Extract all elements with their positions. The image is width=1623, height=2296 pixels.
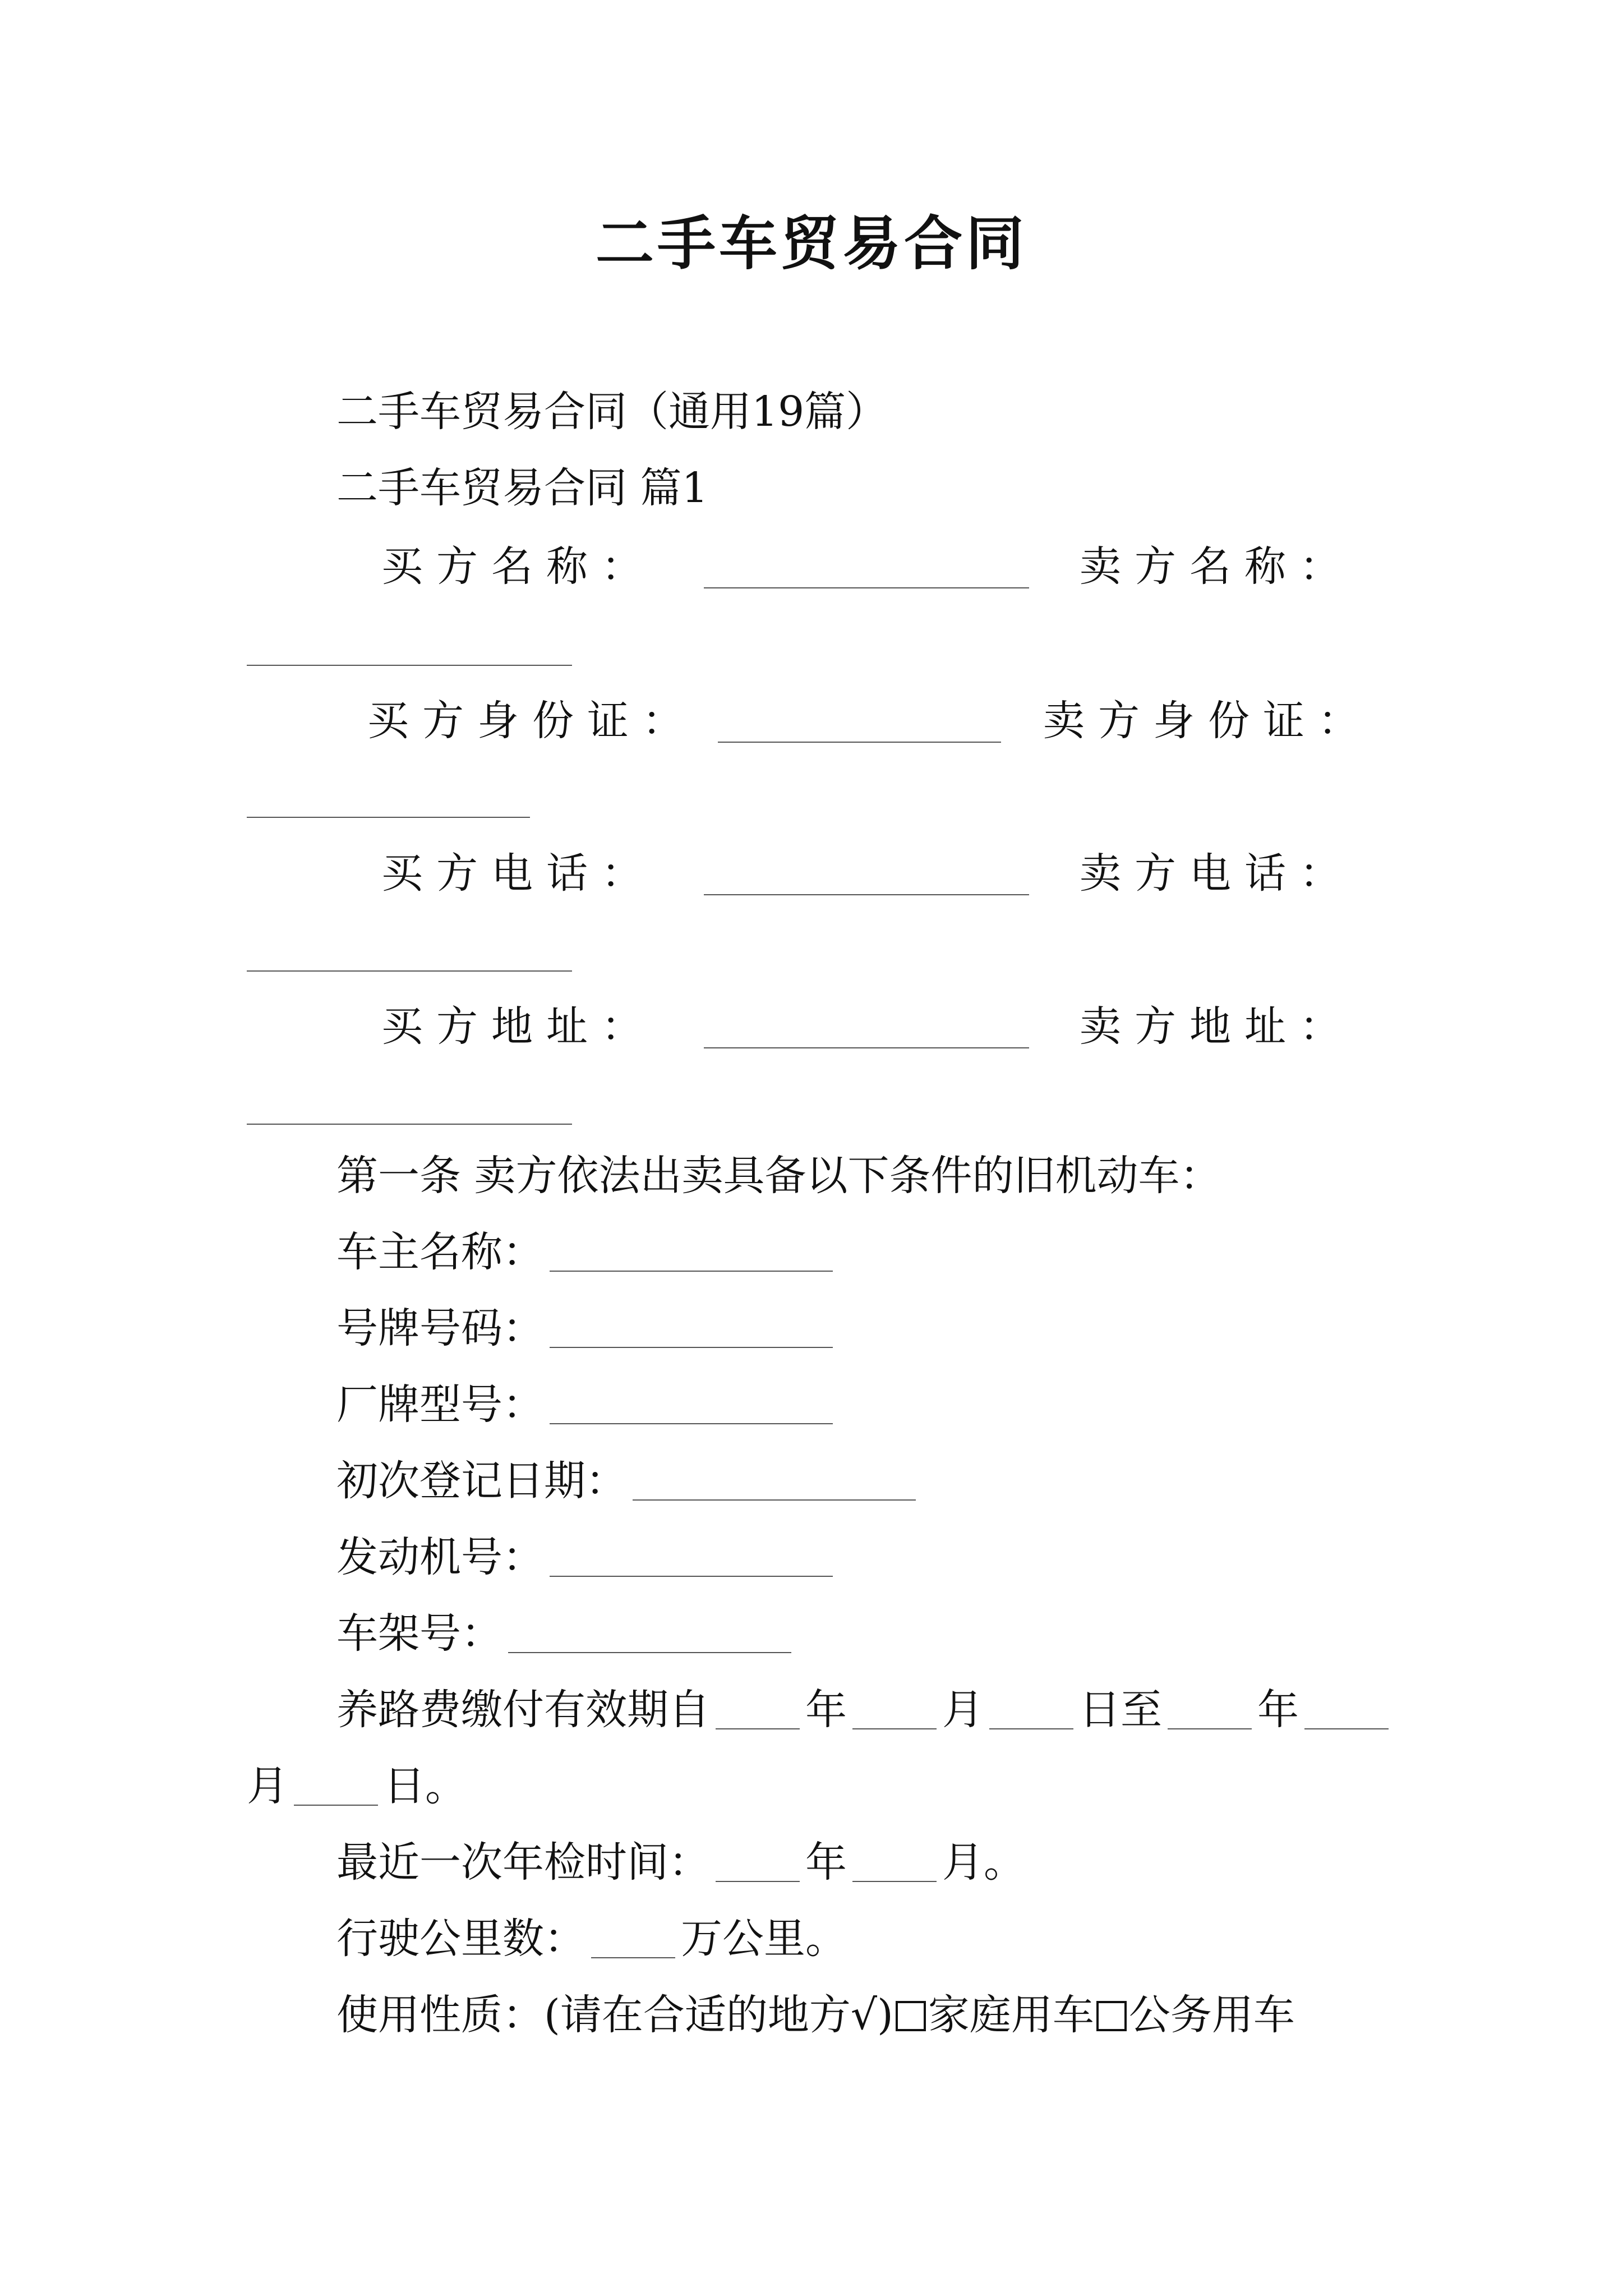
buyer-phone-blank [704, 894, 1029, 895]
section-heading: 二手车贸易合同 篇1 [336, 464, 708, 512]
to-day-blank [294, 1805, 378, 1806]
inspection-line: 最近一次年检时间： 年 月。 [336, 1838, 1025, 1887]
article-1: 第一条 卖方依法出卖具备以下条件的旧机动车： [336, 1152, 1221, 1200]
buyer-id-blank [718, 742, 1001, 743]
page-title: 二手车贸易合同 [595, 209, 1027, 278]
from-day-blank [989, 1728, 1073, 1729]
inspection-year-blank [716, 1881, 800, 1882]
first-registration-blank [633, 1499, 916, 1501]
model-blank [550, 1423, 833, 1424]
plate-field: 号牌号码： [336, 1300, 838, 1356]
mileage-blank [591, 1957, 675, 1958]
from-month-blank [852, 1728, 937, 1729]
usage-line: 使用性质：(请在合适的地方√) 家庭用车 公务用车 [336, 1991, 1295, 2039]
engine-number-field: 发动机号： [336, 1529, 838, 1585]
inspection-month-blank [852, 1881, 937, 1882]
model-field: 厂牌型号： [336, 1377, 838, 1433]
seller-phone-blank [247, 970, 572, 972]
buyer-phone-label: 买方电话： [381, 849, 656, 898]
buyer-id-label: 买方身份证： [367, 697, 697, 745]
buyer-address-label: 买方地址： [381, 1002, 656, 1051]
buyer-address-blank [704, 1047, 1029, 1048]
plate-blank [550, 1347, 833, 1348]
buyer-name-label: 买方名称： [381, 542, 656, 591]
engine-number-blank [550, 1576, 833, 1577]
owner-field: 车主名称： [336, 1224, 838, 1280]
buyer-name-blank [704, 587, 1029, 588]
seller-phone-label: 卖方电话： [1080, 849, 1354, 898]
road-fee-line: 养路费缴付有效期自 年 月 日至 年 [336, 1682, 1394, 1738]
family-car-checkbox[interactable] [896, 2001, 926, 2031]
first-registration-field: 初次登记日期： [336, 1453, 921, 1509]
subtitle: 二手车贸易合同（通用19篇） [336, 388, 888, 436]
frame-number-field: 车架号： [336, 1605, 797, 1662]
road-fee-line-cont: 月 日。 [247, 1762, 467, 1810]
seller-address-label: 卖方地址： [1080, 1002, 1354, 1051]
frame-number-blank [508, 1652, 791, 1653]
seller-name-blank [247, 665, 572, 666]
seller-name-label: 卖方名称： [1080, 542, 1354, 591]
to-year-blank [1168, 1728, 1252, 1729]
owner-blank [550, 1271, 833, 1272]
from-year-blank [716, 1728, 800, 1729]
seller-address-blank [247, 1124, 572, 1125]
seller-id-label: 卖方身份证： [1043, 697, 1373, 745]
seller-id-blank [247, 817, 530, 818]
official-car-checkbox[interactable] [1096, 2001, 1127, 2031]
to-month-blank-a [1304, 1728, 1389, 1729]
mileage-line: 行驶公里数： 万公里。 [336, 1915, 847, 1963]
